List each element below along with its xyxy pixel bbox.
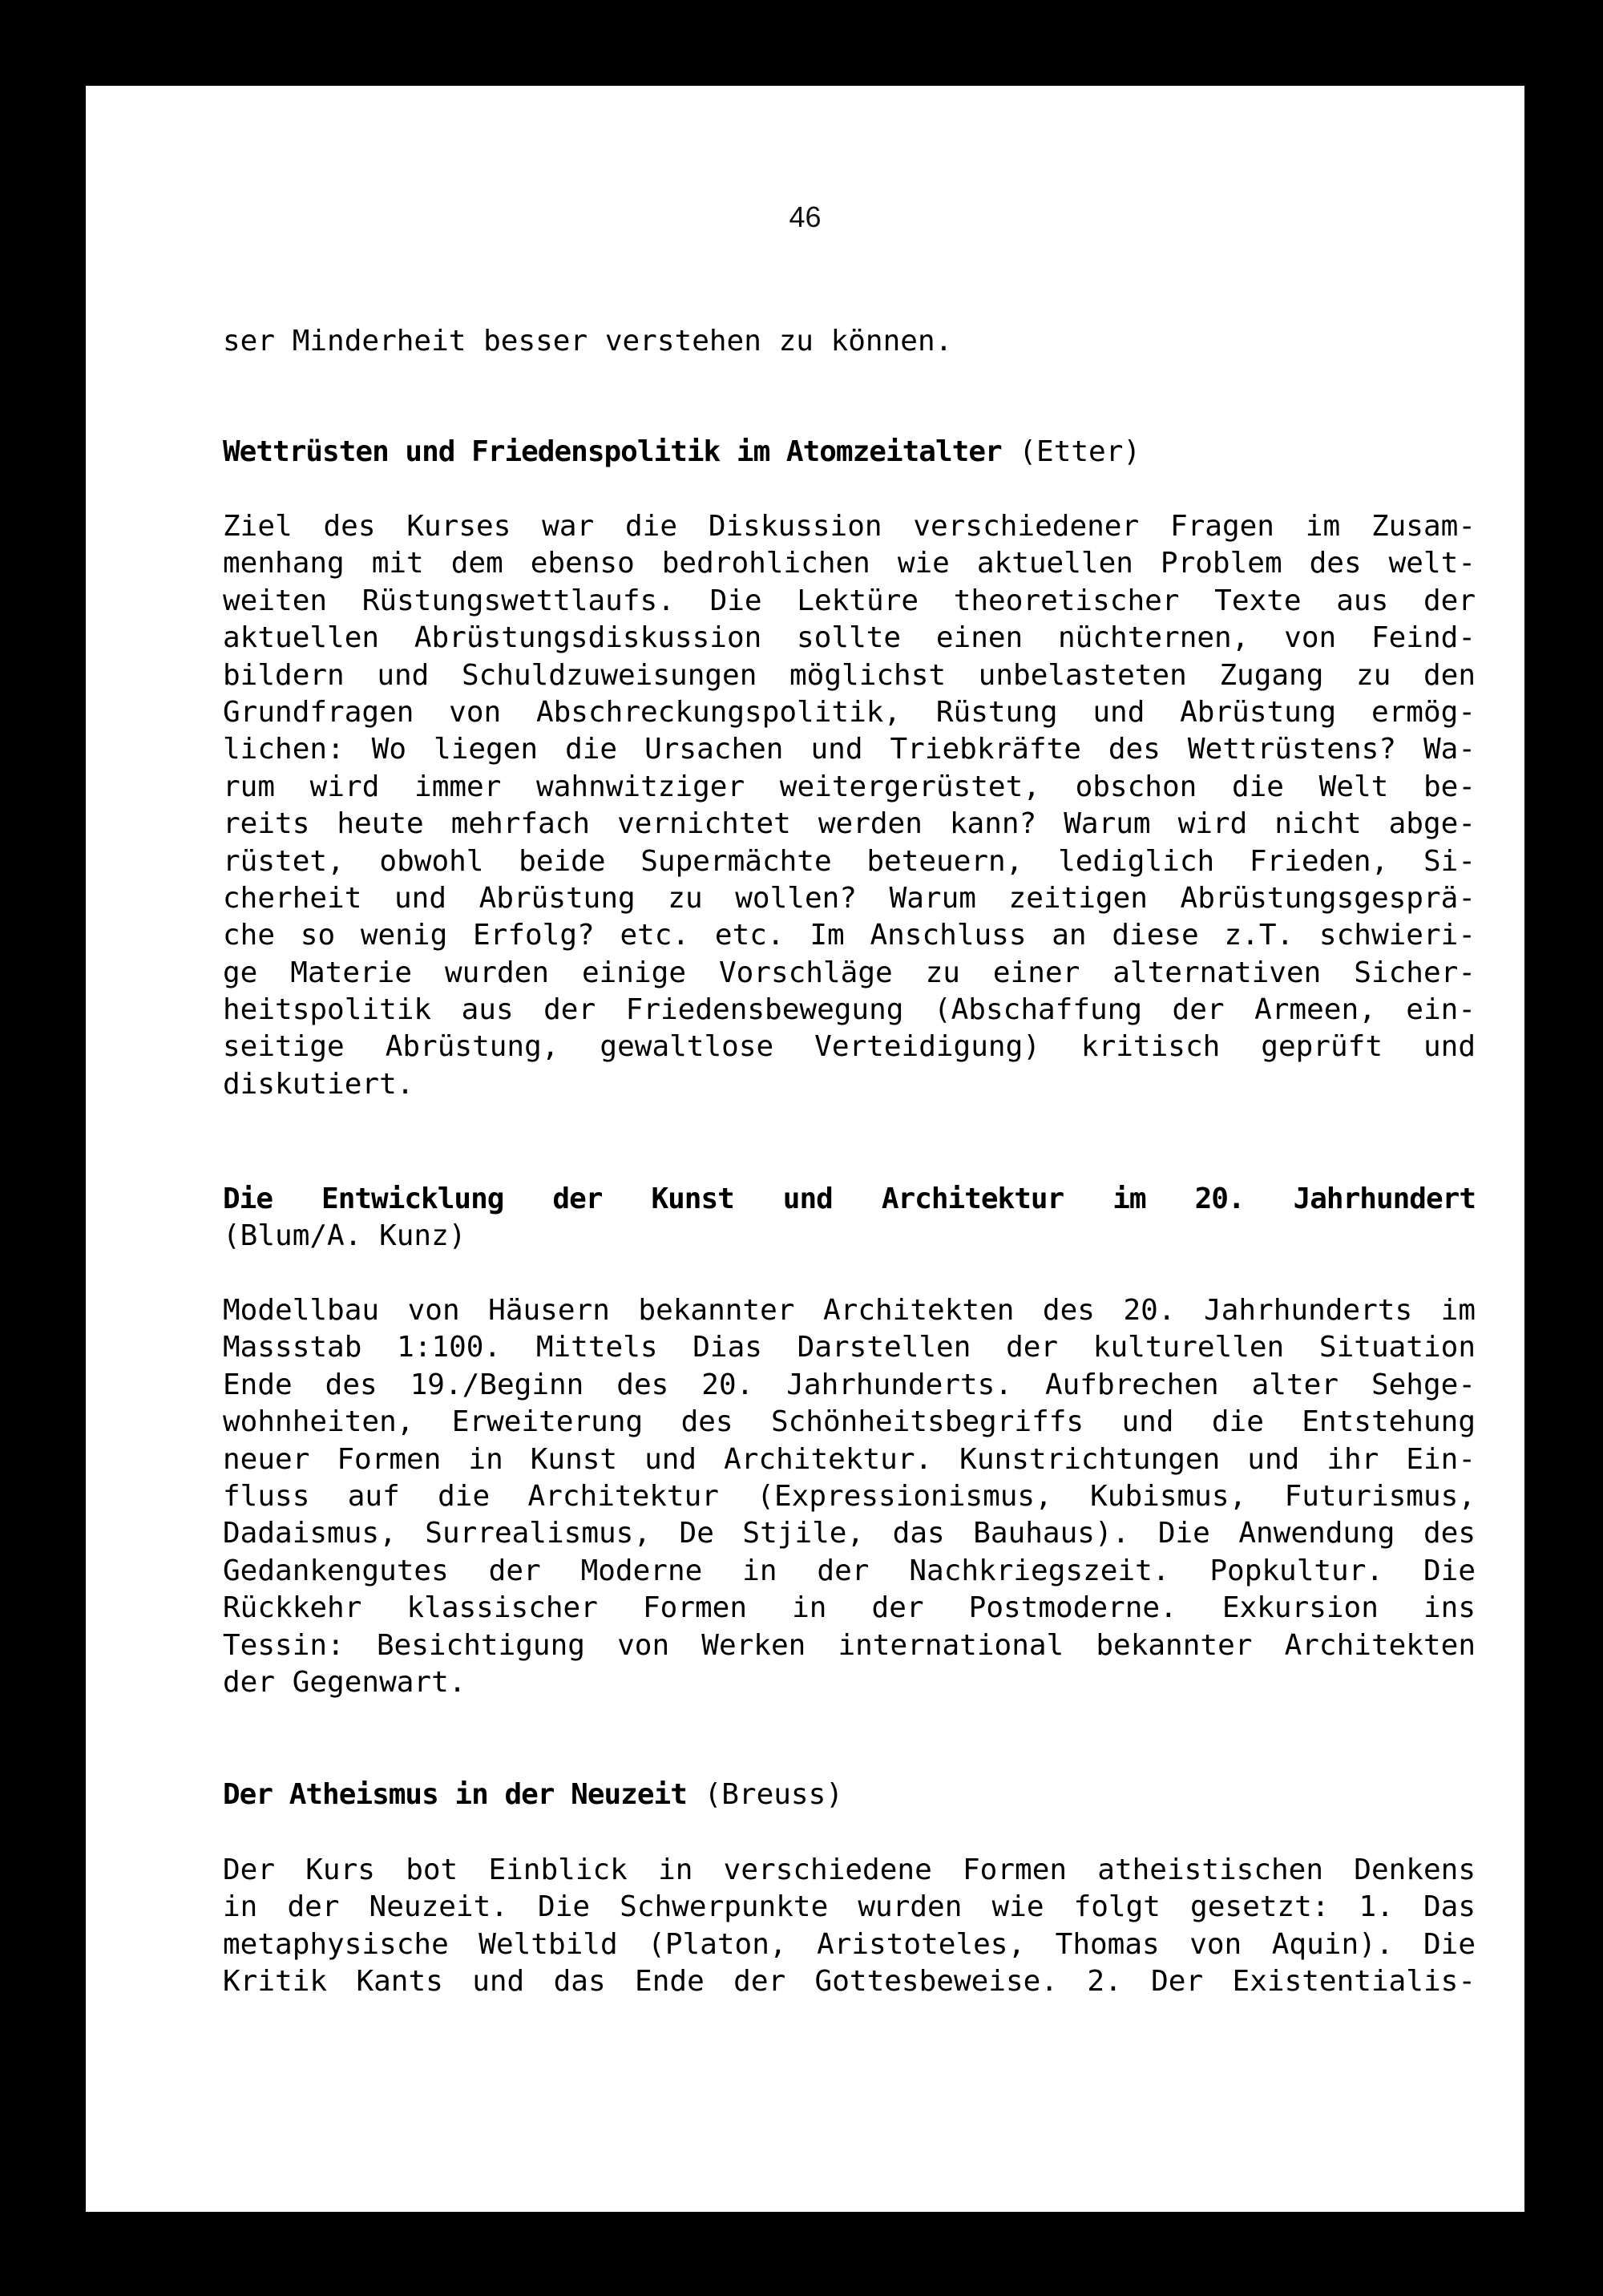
text-line: heitspolitik aus der Friedensbewegung (Abschaffung der Armeen, ein- — [223, 993, 1476, 1027]
section-author: (Etter) — [1019, 435, 1141, 468]
text-line: Kritik Kants und das Ende der Gottesbeweise. 2. Der Existentialis- — [223, 1965, 1476, 1999]
text-line: neuer Formen in Kunst und Architektur. Kunstrichtungen und ihr Ein- — [223, 1442, 1476, 1476]
document-page — [86, 86, 1524, 2212]
intro-paragraph — [223, 323, 1476, 360]
section-heading — [223, 1181, 1476, 1255]
text-line: che so wenig Erfolg? etc. etc. Im Anschluss an diese z.T. schwieri- — [223, 919, 1476, 952]
text-line: diskutiert. — [223, 1067, 414, 1101]
text-line: ser Minderheit besser verstehen zu können. — [223, 325, 953, 358]
text-line: wohnheiten, Erweiterung des Schönheitsbegriffs und die Entstehung — [223, 1405, 1476, 1439]
section-heading — [223, 434, 1476, 471]
text-line: Modellbau von Häusern bekannter Architekten des 20. Jahrhunderts im — [223, 1294, 1476, 1327]
text-line: rum wird immer wahnwitziger weitergerüstet, obschon die Welt be- — [223, 770, 1476, 803]
text-line: der Gegenwart. — [223, 1665, 466, 1699]
text-line: ge Materie wurden einige Vorschläge zu einer alternativen Sicher- — [223, 956, 1476, 989]
section-author: (Blum/A. Kunz) — [223, 1219, 466, 1253]
text-line: menhang mit dem ebenso bedrohlichen wie aktuellen Problem des welt- — [223, 547, 1476, 580]
page-number: 46 — [789, 200, 822, 233]
section-title: Der Atheismus in der Neuzeit — [223, 1778, 687, 1811]
text-line: cherheit und Abrüstung zu wollen? Warum zeitigen Abrüstungsgesprä- — [223, 881, 1476, 915]
text-line: lichen: Wo liegen die Ursachen und Triebkräfte des Wettrüstens? Wa- — [223, 733, 1476, 766]
text-line: fluss auf die Architektur (Expressionismus, Kubismus, Futurismus, — [223, 1479, 1476, 1513]
text-line: Ziel des Kurses war die Diskussion verschiedener Fragen im Zusam- — [223, 510, 1476, 543]
section-body — [223, 1852, 1476, 2001]
text-line: Dadaismus, Surrealismus, De Stjile, das Bauhaus). Die Anwendung des — [223, 1517, 1476, 1550]
text-line: rüstet, obwohl beide Supermächte beteuern, lediglich Frieden, Si- — [223, 844, 1476, 878]
text-line: Grundfragen von Abschreckungspolitik, Rüstung und Abrüstung ermög- — [223, 695, 1476, 729]
section-body — [223, 508, 1476, 1103]
text-line: Der Kurs bot Einblick in verschiedene Formen atheistischen Denkens — [223, 1853, 1476, 1886]
text-line: reits heute mehrfach vernichtet werden kann? Warum wird nicht abge- — [223, 807, 1476, 841]
text-line: weiten Rüstungswettlaufs. Die Lektüre theoretischer Texte aus der — [223, 584, 1476, 617]
section-heading — [223, 1777, 1476, 1813]
text-line: in der Neuzeit. Die Schwerpunkte wurden wie folgt gesetzt: 1. Das — [223, 1890, 1476, 1924]
section-body — [223, 1292, 1476, 1701]
text-line: Gedankengutes der Moderne in der Nachkriegszeit. Popkultur. Die — [223, 1554, 1476, 1587]
text-line: seitige Abrüstung, gewaltlose Verteidigung) kritisch geprüft und — [223, 1030, 1476, 1064]
text-line: Massstab 1:100. Mittels Dias Darstellen der kulturellen Situation — [223, 1331, 1476, 1364]
text-line: bildern und Schuldzuweisungen möglichst unbelasteten Zugang zu den — [223, 658, 1476, 692]
text-line: aktuellen Abrüstungsdiskussion sollte einen nüchternen, von Feind- — [223, 621, 1476, 655]
text-line: Tessin: Besichtigung von Werken international bekannter Architekten — [223, 1628, 1476, 1662]
text-line: Rückkehr klassischer Formen in der Postmoderne. Exkursion ins — [223, 1591, 1476, 1625]
text-line: metaphysische Weltbild (Platon, Aristoteles, Thomas von Aquin). Die — [223, 1927, 1476, 1961]
section-title: Die Entwicklung der Kunst und Architektur im 20. Jahrhundert — [223, 1182, 1476, 1215]
text-line: Ende des 19./Beginn des 20. Jahrhunderts. Aufbrechen alter Sehge- — [223, 1368, 1476, 1401]
section-title: Wettrüsten und Friedenspolitik im Atomzeitalter — [223, 435, 1002, 468]
section-author: (Breuss) — [704, 1778, 843, 1811]
